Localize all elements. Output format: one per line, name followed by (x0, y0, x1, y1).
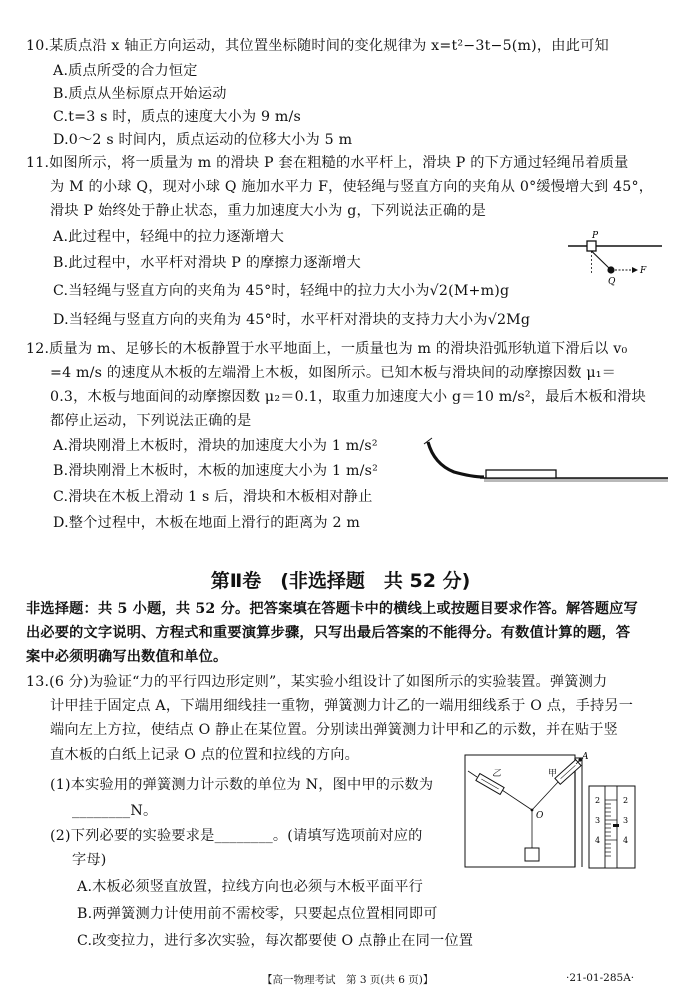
tick-label-3-right: 3 (623, 816, 629, 825)
light-rope (592, 251, 611, 269)
curved-track (428, 442, 484, 477)
q13-sub1-line1: (1)本实验用的弹簧测力计示数的单位为 N，图中甲的示数为 (50, 777, 434, 793)
board-support (575, 758, 582, 867)
q13-option-c: C.改变拉力，进行多次实验，每次都要使 O 点静止在同一位置 (77, 933, 474, 949)
q10-stem: 10.某质点沿 x 轴正方向运动，其位置坐标随时间的变化规律为 x=t²−3t−5(m)，由此可知 (26, 38, 609, 54)
q11-stem-line2: 为 M 的小球 Q，现对小球 Q 施加水平力 F，使轻绳与竖直方向的夹角从 0°缓慢增大到 45°， (50, 179, 654, 195)
tick-label-4-right: 4 (623, 836, 629, 845)
q12-option-b: B.滑块刚滑上木板时，木板的加速度大小为 1 m/s² (53, 463, 378, 479)
q12-option-a: A.滑块刚滑上木板时，滑块的加速度大小为 1 m/s² (53, 438, 378, 454)
q12-stem-line4: 都停止运动，下列说法正确的是 (50, 413, 252, 429)
tick-label-4-left: 4 (595, 836, 601, 845)
q13-stem-line4: 直木板的白纸上记录 O 点的位置和拉线的方向。 (50, 747, 360, 763)
label-q: Q (608, 277, 616, 287)
q13-stem-line2: 计甲挂于固定点 A，下端用细线挂一重物，弹簧测力计乙的一端用细线系于 O 点，手持另一 (50, 698, 634, 714)
footer-page-info: 【高一物理考试 第 3 页(共 6 页)】 (262, 974, 434, 986)
label-jia: 甲 (548, 769, 558, 779)
q11-option-c: C.当轻绳与竖直方向的夹角为 45°时，轻绳中的拉力大小为√2(M+m)g (53, 283, 510, 299)
q12-stem-line2: =4 m/s 的速度从木板的左端滑上木板，如图所示。已知木板与滑块间的动摩擦因数 μ₁＝ (50, 365, 617, 381)
wooden-board (486, 470, 556, 478)
instructions-line3: 案中必须明确写出数值和单位。 (26, 649, 228, 665)
ground-hatching (484, 479, 668, 481)
q11-stem-line1: 11.如图所示，将一质量为 m 的滑块 P 套在粗糙的水平杆上，滑块 P 的下方通过轻绳吊着质量 (26, 155, 629, 171)
q13-option-b: B.两弹簧测力计使用前不需校零，只要起点位置相同即可 (77, 906, 438, 922)
label-a: A (582, 752, 589, 762)
vertical-board (465, 755, 575, 867)
label-f: F (640, 266, 647, 276)
label-o: O (536, 811, 544, 821)
q12-figure (420, 432, 670, 494)
q11-option-a: A.此过程中，轻绳中的拉力逐渐增大 (53, 229, 284, 245)
q11-option-d: D.当轻绳与竖直方向的夹角为 45°时，水平杆对滑块的支持力大小为√2Mg (53, 312, 531, 328)
scale-pointer (613, 824, 619, 827)
q12-stem-line1: 12.质量为 m、足够长的木板静置于水平地面上，一质量也为 m 的滑块沿弧形轨道下滑后以 v₀ (26, 341, 628, 357)
q13-sub1-line2: ________N。 (72, 803, 158, 819)
q10-option-b: B.质点从坐标原点开始运动 (53, 86, 227, 102)
q13-figure (462, 752, 662, 870)
q13-stem-line3: 端向左上方拉，使结点 O 静止在某位置。分别读出弹簧测力计甲和乙的示数，并在贴于竖 (50, 722, 618, 738)
force-f-arrowhead (632, 267, 638, 273)
section-title: 第Ⅱ卷 (非选择题 共 52 分) (210, 570, 471, 592)
tick-label-2-right: 2 (623, 796, 629, 805)
q13-option-a: A.木板必须竖直放置，拉线方向也必须与木板平面平行 (77, 879, 424, 895)
footer-code: ·21-01-285A· (566, 972, 635, 984)
q11-stem-line3: 滑块 P 始终处于静止状态，重力加速度大小为 g，下列说法正确的是 (50, 203, 487, 219)
q10-option-a: A.质点所受的合力恒定 (53, 63, 198, 79)
tick-label-3-left: 3 (595, 816, 601, 825)
q10-option-d: D.0～2 s 时间内，质点运动的位移大小为 5 m (53, 132, 353, 148)
q11-figure (566, 226, 666, 288)
q12-stem-line3: 0.3，木板与地面间的动摩擦因数 μ₂＝0.1，取重力加速度大小 g＝10 m/s²，最后木板和滑块 (50, 389, 646, 405)
tick-label-2-left: 2 (595, 796, 601, 805)
q11-option-b: B.此过程中，水平杆对滑块 P 的摩擦力逐渐增大 (53, 255, 361, 271)
ball-q (607, 266, 614, 273)
hanging-weight (525, 848, 539, 861)
q13-sub2-line1: (2)下列必要的实验要求是________。(请填写选项前对应的 (50, 828, 423, 844)
q10-option-c: C.t=3 s 时，质点的速度大小为 9 m/s (53, 109, 302, 125)
instructions-line2: 出必要的文字说明、方程式和重要演算步骤，只写出最后答案的不能得分。有数值计算的题，答 (26, 625, 631, 641)
instructions-line1: 非选择题：共 5 小题，共 52 分。把答案填在答题卡中的横线上或按题目要求作答。解答题应写 (26, 601, 638, 617)
q13-sub2-line2: 字母) (72, 852, 107, 868)
q12-option-c: C.滑块在木板上滑动 1 s 后，滑块和木板相对静止 (53, 489, 373, 505)
q12-option-d: D.整个过程中，木板在地面上滑行的距离为 2 m (53, 515, 361, 531)
label-p: P (592, 231, 599, 241)
slider-p (587, 241, 596, 251)
label-yi: 乙 (492, 769, 502, 779)
q13-stem-line1: 13.(6 分)为验证“力的平行四边形定则”，某实验小组设计了如图所示的实验装置。弹簧测力 (26, 674, 608, 690)
